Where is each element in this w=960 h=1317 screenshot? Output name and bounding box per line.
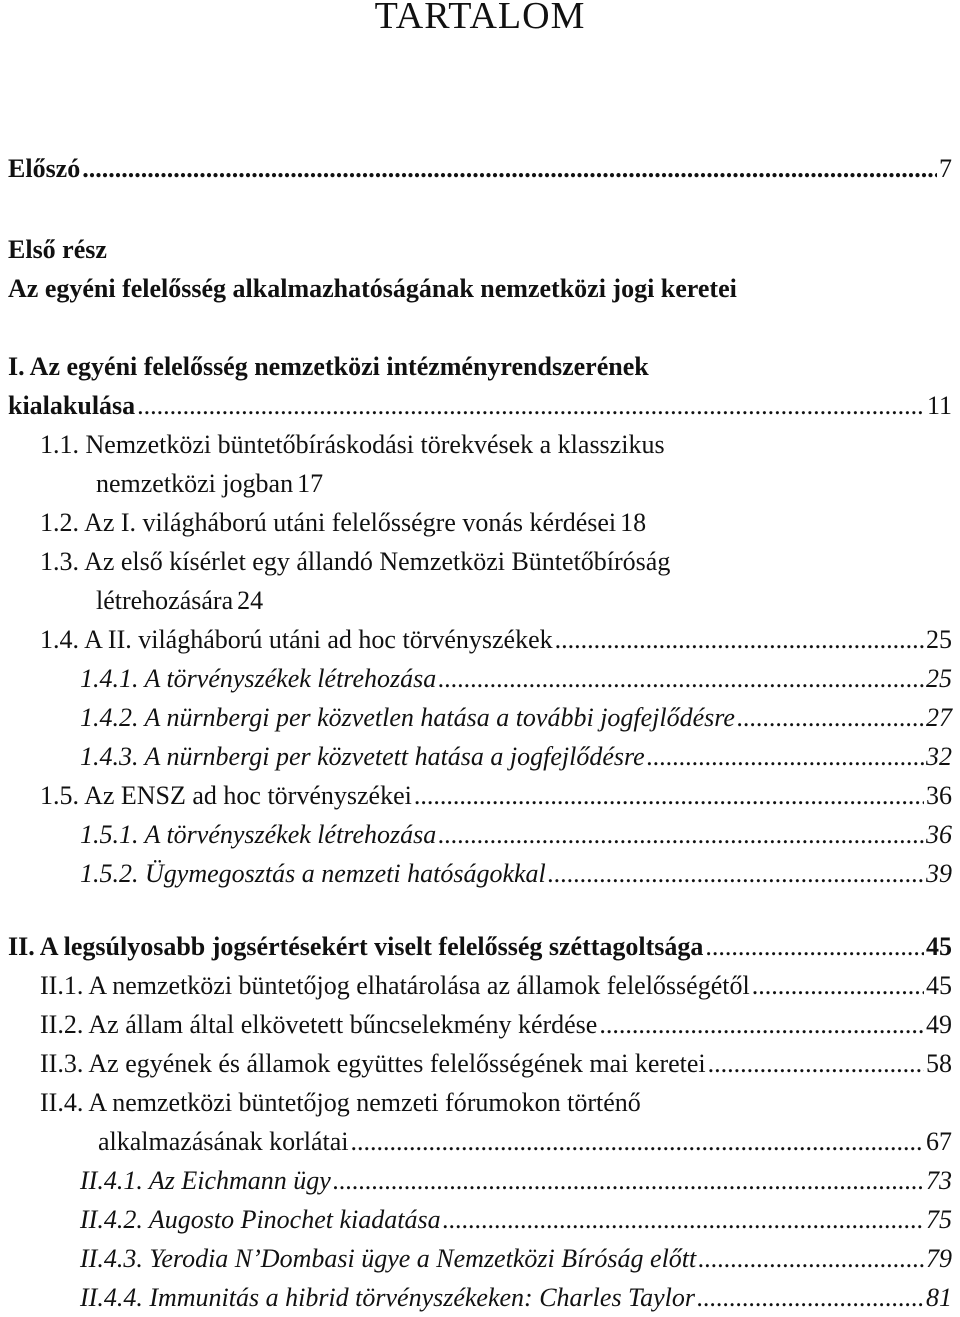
section-title-line1: 1.3. Az első kísérlet egy állandó Nemzetközi Büntetőbíróság [40,547,671,576]
toc-page-number: 17 [297,469,324,498]
toc-leader-dots [555,623,924,657]
toc-page-number: 67 [926,1127,952,1156]
toc-entry-chapter-1[interactable] [8,389,952,423]
toc-entry-title: 1.4.1. A törvényszékek létrehozása [80,664,437,693]
toc-leader-dots [752,969,924,1003]
toc-entry-title: 1.5.1. A törvényszékek létrehozása [80,820,437,849]
toc-entry-title: II.2. Az állam által elkövetett bűncselekmény kérdése [40,1010,598,1039]
toc-entry-2-4-4[interactable] [80,1281,952,1315]
toc-page-number: 27 [926,703,952,732]
toc-leader-dots [443,1203,924,1237]
toc-page-number: 39 [926,859,952,888]
toc-leader-dots [548,857,924,891]
toc-entry-1-4-2[interactable] [80,701,952,735]
page-title: TARTALOM [374,0,586,37]
toc-entry-title: II.4.4. Immunitás a hibrid törvényszékeken: Charles Taylor [80,1283,696,1312]
toc-entry-title: 1.5. Az ENSZ ad hoc törvényszékei [40,781,412,810]
toc-entry-title: II.4.3. Yerodia N’Dombasi ügye a Nemzetközi Bíróság előtt [80,1244,697,1273]
toc-leader-dots [599,1008,924,1042]
toc-entry-2-4-1[interactable] [80,1164,952,1198]
part-subtitle: Az egyéni felelősség alkalmazhatóságának nemzetközi jogi keretei [8,274,737,303]
toc-entry-eloszo[interactable] [8,152,952,186]
toc-entry-title: nemzetközi jogban [96,469,294,498]
toc-page-number: 25 [926,625,952,654]
toc-page-number: 32 [926,742,952,771]
toc-entry-title: Előszó [8,154,81,183]
toc-page-number: 49 [926,1010,952,1039]
toc-entry-2-4-3[interactable] [80,1242,952,1276]
toc-leader-dots [350,1125,924,1159]
toc-entry-2-4[interactable] [98,1125,952,1159]
toc-entry-2-1[interactable] [40,969,952,1003]
toc-entry-chapter-2[interactable] [8,930,952,964]
toc-entry-title: 1.2. Az I. világháború utáni felelősségre vonás kérdései [40,508,617,537]
toc-entry-title: alkalmazásának korlátai [98,1127,349,1156]
chapter-title-line1: I. Az egyéni felelősség nemzetközi intézményrendszerének [8,352,649,381]
toc-page-number: 36 [926,781,952,810]
toc-page-number: 45 [926,971,952,1000]
toc-leader-dots [737,701,924,735]
toc-entry-title: létrehozására [96,586,234,615]
toc-page-number: 81 [926,1283,952,1312]
toc-entry-title: II.3. Az egyének és államok együttes felelősségének mai keretei [40,1049,706,1078]
toc-leader-dots [438,662,924,696]
toc-leader-dots [705,930,924,964]
toc-leader-dots [698,1242,924,1276]
toc-entry-title: II. A legsúlyosabb jogsértésekért viselt felelősség széttagoltsága [8,932,704,961]
toc-leader-dots [414,779,924,813]
toc-page-number: 18 [620,508,647,537]
toc-page-number: 36 [926,820,952,849]
toc-entry-1-2[interactable] [40,506,647,540]
toc-entry-title: 1.4. A II. világháború utáni ad hoc törvényszékek [40,625,553,654]
toc-entry-1-5-1[interactable] [80,818,952,852]
toc-leader-dots [647,740,924,774]
toc-entry-1-5-2[interactable] [80,857,952,891]
toc-leader-dots [697,1281,924,1315]
toc-entry-2-2[interactable] [40,1008,952,1042]
toc-page-number: 75 [926,1205,952,1234]
toc-entry-title: 1.4.2. A nürnbergi per közvetlen hatása a további jogfejlődésre [80,703,735,732]
toc-entry-title: II.1. A nemzetközi büntetőjog elhatárolása az államok felelősségétől [40,971,750,1000]
toc-page-number: 79 [926,1244,952,1273]
section-title-line1: II.4. A nemzetközi büntetőjog nemzeti fórumokon történő [40,1088,641,1117]
toc-leader-dots [708,1047,924,1081]
toc-entry-1-4-1[interactable] [80,662,952,696]
part-heading: Első rész [8,235,107,264]
toc-leader-dots [82,152,937,186]
toc-page-number: 24 [237,586,264,615]
toc-page-number: 73 [926,1166,952,1195]
toc-entry-2-3[interactable] [40,1047,952,1081]
toc-entry-title: II.4.2. Augosto Pinochet kiadatása [80,1205,441,1234]
toc-leader-dots [333,1164,924,1198]
toc-entry-1-1[interactable] [96,467,324,501]
toc-leader-dots [137,389,925,423]
toc-leader-dots [438,818,924,852]
toc-page-number: 58 [926,1049,952,1078]
toc-entry-2-4-2[interactable] [80,1203,952,1237]
toc-entry-title: II.4.1. Az Eichmann ügy [80,1166,331,1195]
toc-entry-1-4[interactable] [40,623,952,657]
toc-entry-1-5[interactable] [40,779,952,813]
toc-entry-title: 1.5.2. Ügymegosztás a nemzeti hatóságokkal [80,859,546,888]
toc-entry-title: kialakulása [8,391,136,420]
toc-page-number: 7 [939,154,952,183]
toc-page-number: 25 [926,664,952,693]
toc-entry-1-4-3[interactable] [80,740,952,774]
toc-entry-title: 1.4.3. A nürnbergi per közvetett hatása a jogfejlődésre [80,742,645,771]
toc-page-number: 45 [926,932,952,961]
toc-entry-1-3[interactable] [96,584,264,618]
toc-page-number: 11 [926,391,952,420]
section-title-line1: 1.1. Nemzetközi büntetőbíráskodási törekvések a klasszikus [40,430,665,459]
